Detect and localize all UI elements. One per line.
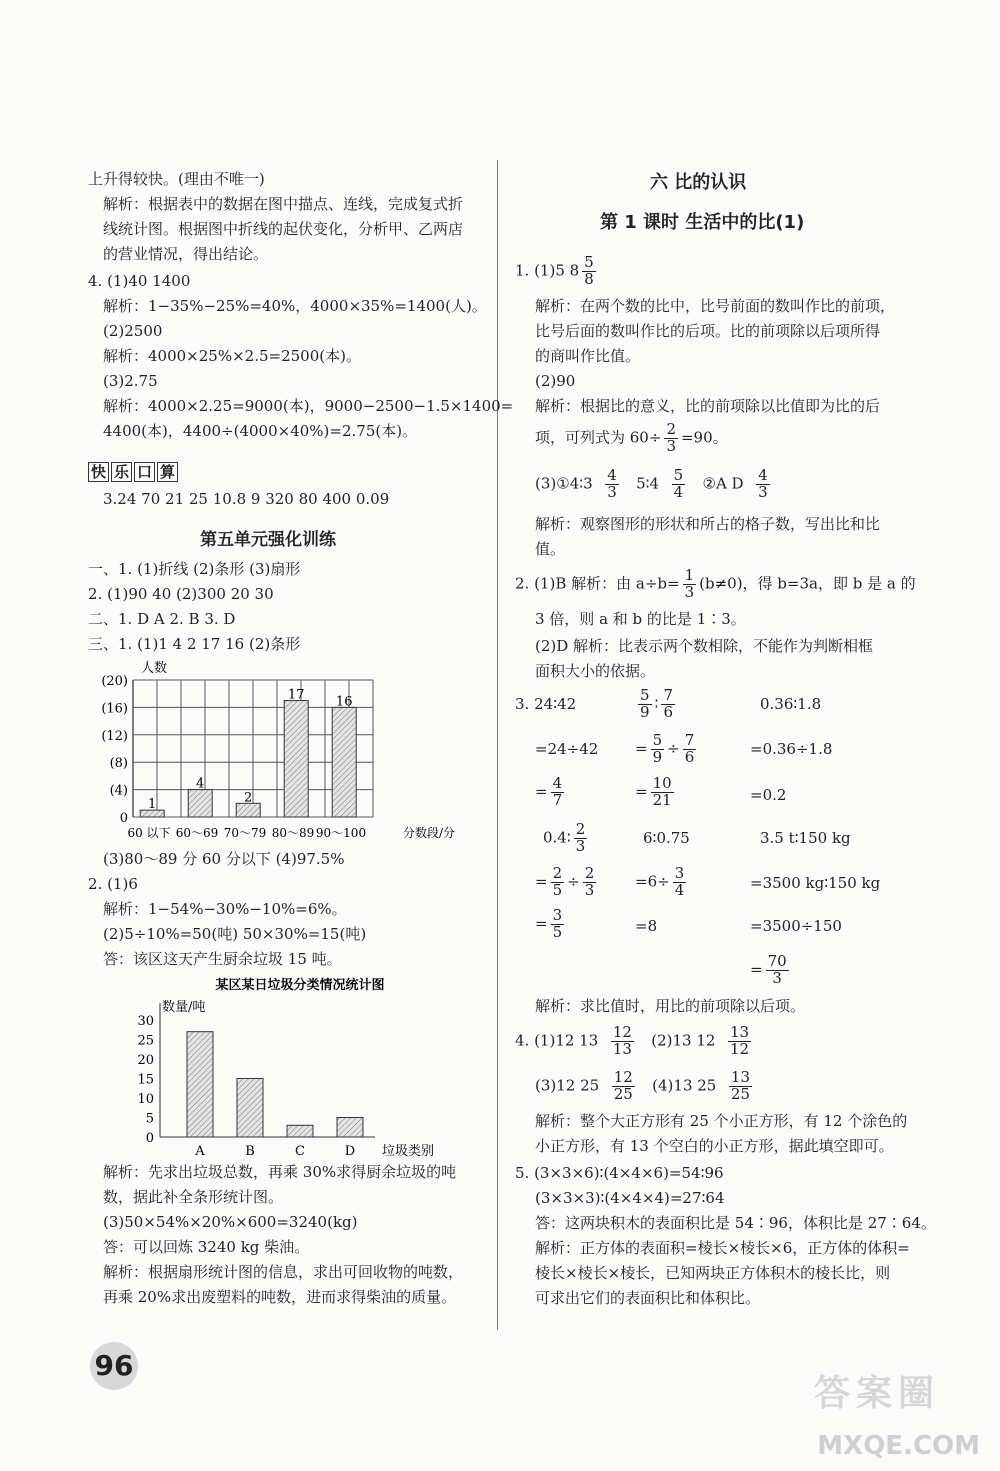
- x-tick-label: A: [195, 1144, 205, 1159]
- bar: [337, 1118, 363, 1138]
- answer-line: 一、1. (1)折线 (2)条形 (3)扇形: [88, 560, 301, 578]
- bar: [284, 701, 308, 817]
- y-tick-label: (8): [109, 756, 128, 772]
- bar: [332, 707, 356, 817]
- answer-line: 4. (1)40 1400: [88, 272, 191, 290]
- answer-line: 三、1. (1)1 4 2 17 16 (2)条形: [88, 635, 301, 653]
- analysis-line: 再乘 20%求出废塑料的吨数，进而求得柴油的质量。: [103, 1288, 457, 1306]
- chapter-title: 六 比的认识: [650, 172, 747, 193]
- y-tick-label: 25: [137, 1033, 154, 1049]
- answer-line: (2)90: [535, 372, 576, 390]
- x-tick-label: 60 以下: [127, 826, 171, 840]
- answer-line: (3)2.75: [103, 372, 158, 390]
- answer-line: 答：这两块积木的表面积比是 54∶96，体积比是 27∶64。: [535, 1214, 936, 1232]
- y-axis-label: 人数: [141, 661, 168, 676]
- analysis-line: 可求出它们的表面积比和体积比。: [535, 1289, 761, 1307]
- analysis-line: 的营业情况，得出结论。: [103, 245, 269, 263]
- analysis-line: 比号后面的数叫作比的后项。比的前项除以后项所得: [535, 322, 881, 340]
- x-tick-label: 90～100: [315, 826, 367, 840]
- y-axis-label: 数量/吨: [162, 1000, 206, 1015]
- y-tick-label: 10: [137, 1092, 154, 1107]
- calc-cell: =0.2: [750, 786, 787, 804]
- lesson-title: 第 1 课时 生活中的比(1): [600, 212, 805, 233]
- column-divider: [497, 160, 498, 1330]
- answer-line: 面积大小的依据。: [535, 662, 656, 680]
- bar: [237, 1079, 263, 1138]
- y-tick-label: 0: [145, 1131, 154, 1146]
- text-line: 上升得较快。(理由不唯一): [88, 170, 265, 188]
- calc-cell: 3.5 t∶150 kg: [760, 829, 851, 847]
- analysis-line: 解析：4000×25%×2.5=2500(本)。: [103, 347, 361, 365]
- answer-line: (3)80～89 分 60 分以下 (4)97.5%: [103, 850, 345, 868]
- calc-cell: =8: [635, 917, 658, 935]
- x-tick-label: D: [344, 1144, 356, 1159]
- page-number: 96: [90, 1342, 138, 1390]
- calc-cell: =3500 kg∶150 kg: [750, 874, 881, 892]
- data-label: 1: [148, 797, 157, 813]
- kuaile-char: 快: [88, 462, 109, 482]
- data-label: 4: [196, 776, 205, 792]
- data-label: 2: [244, 790, 253, 806]
- answer-line: 答：可以回炼 3240 kg 柴油。: [103, 1238, 310, 1256]
- calc-cell: 0.36∶1.8: [760, 695, 822, 713]
- analysis-line: 的商叫作比值。: [535, 347, 641, 365]
- kuaile-char: 乐: [111, 462, 132, 482]
- analysis-line: 小正方形，有 13 个空白的小正方形，据此填空即可。: [535, 1137, 894, 1155]
- answer-line: 5. (3×3×6)∶(4×4×6)=54∶96: [515, 1164, 724, 1182]
- analysis-line: 数，据此补全条形统计图。: [103, 1188, 284, 1206]
- x-tick-label: B: [245, 1144, 255, 1159]
- x-tick-label: 70～79: [223, 826, 267, 840]
- bar: [236, 803, 260, 817]
- calc-cell: =3500÷150: [750, 917, 842, 935]
- analysis-line: 解析：求比值时，用比的前项除以后项。: [535, 997, 806, 1015]
- answer-line: (3×3×3)∶(4×4×4)=27∶64: [535, 1189, 725, 1207]
- x-tick-label: C: [295, 1144, 305, 1159]
- analysis-line: 解析：1−54%−30%−10%=6%。: [103, 900, 347, 918]
- calc-cell: $\frac{5}{9}$ ∶ $\frac{7}{6}$: [640, 686, 673, 721]
- answer-line: (2)5÷10%=50(吨) 50×30%=15(吨): [103, 925, 367, 943]
- answer-line: 2. (1)6: [88, 875, 138, 893]
- calc-cell: = $\frac{3}{5}$: [535, 906, 563, 941]
- x-tick-label: 80～89: [271, 826, 315, 840]
- analysis-line: 项，可列式为 60÷ $\frac{2}{3}$ =90。: [535, 420, 728, 455]
- analysis-line: 解析：先求出垃圾总数，再乘 30%求得厨余垃圾的吨: [103, 1163, 457, 1181]
- x-axis-label: 垃圾类别: [382, 1144, 435, 1159]
- fraction: $\frac{5}{8}$: [584, 253, 594, 288]
- calc-cell: = $\frac{10}{21}$: [635, 774, 672, 809]
- bar: [187, 1032, 213, 1137]
- y-tick-label: 30: [137, 1014, 154, 1029]
- score-bar-chart: [95, 660, 485, 845]
- analysis-line: 值。: [535, 540, 566, 558]
- answer-line: 二、1. D A 2. B 3. D: [88, 610, 236, 628]
- answer-line: (2)2500: [103, 322, 163, 340]
- x-tick-label: 60～69: [175, 826, 219, 840]
- analysis-line: 解析：4000×2.25=9000(本)，9000−2500−1.5×1400=: [103, 397, 514, 415]
- kuaile-char: 算: [157, 462, 178, 482]
- answer-line: 3 倍，则 a 和 b 的比是 1∶3。: [535, 610, 746, 628]
- calc-cell: = $\frac{2}{5}$ ÷ $\frac{2}{3}$: [535, 864, 595, 899]
- kuaile-char: 口: [134, 462, 155, 482]
- calc-cell: = $\frac{4}{7}$: [535, 774, 563, 809]
- analysis-line: 解析：1−35%−25%=40%，4000×35%=1400(人)。: [103, 297, 487, 315]
- analysis-line: 4400(本)，4400÷(4000×40%)=2.75(本)。: [103, 422, 418, 440]
- calc-cell: =0.36÷1.8: [750, 740, 833, 758]
- analysis-line: 解析：根据表中的数据在图中描点、连线，完成复式折: [103, 195, 464, 213]
- bar: [188, 790, 212, 817]
- analysis-line: 解析：观察图形的形状和所占的格子数，写出比和比: [535, 515, 881, 533]
- y-tick-label: 20: [137, 1053, 154, 1068]
- analysis-line: 解析：在两个数的比中，比号前面的数叫作比的前项，: [535, 297, 896, 315]
- watermark: MXQE.COM: [817, 1431, 980, 1461]
- x-axis-label: 分数段/分: [403, 826, 456, 840]
- answer-line: 1. (1)5 8 $\frac{5}{8}$: [515, 253, 594, 288]
- section-title: 第五单元强化训练: [200, 530, 336, 550]
- chart-title: 某区某日垃圾分类情况统计图: [215, 978, 385, 993]
- calc-cell: 0.4∶ $\frac{2}{3}$: [543, 820, 586, 855]
- y-tick-label: (20): [101, 674, 128, 689]
- analysis-line: 线统计图。根据图中折线的起伏变化，分析甲、乙两店: [103, 220, 464, 238]
- y-tick-label: 5: [145, 1111, 154, 1127]
- answer-line: 答：该区这天产生厨余垃圾 15 吨。: [103, 950, 342, 968]
- analysis-line: 棱长×棱长×棱长，已知两块正方体积木的棱长比，则: [535, 1264, 891, 1282]
- y-tick-label: (4): [109, 783, 128, 799]
- answer-line: (3)①4∶3 $\frac{4}{3}$ 5∶4 $\frac{5}{4}$ ②A D $\frac{4}{3}$: [535, 466, 768, 501]
- y-tick-label: 15: [137, 1072, 154, 1088]
- analysis-line: 解析：根据扇形统计图的信息，求出可回收物的吨数，: [103, 1263, 464, 1281]
- calc-cell: =6÷ $\frac{3}{4}$: [635, 864, 685, 899]
- answer-line: 2. (1)B 解析：由 a÷b= $\frac{1}{3}$ (b≠0)，得 b=3a，即 b 是 a 的: [515, 566, 916, 601]
- bar: [287, 1125, 313, 1137]
- watermark-logo: 答案圈: [813, 1372, 940, 1414]
- calc-cell: = $\frac{5}{9}$ ÷ $\frac{7}{6}$: [635, 731, 695, 766]
- kousuan-answers: 3.24 70 21 25 10.8 9 320 80 400 0.09: [103, 490, 390, 508]
- answer-line: (3)12 25 $\frac{12}{25}$ (4)13 25 $\frac{13}{25}$: [535, 1068, 750, 1103]
- y-tick-label: 0: [119, 811, 128, 826]
- calc-cell: 3. 24∶42: [515, 695, 577, 713]
- analysis-line: 解析：整个大正方形有 25 个小正方形，有 12 个涂色的: [535, 1112, 908, 1130]
- answer-line: (3)50×54%×20%×600=3240(kg): [103, 1213, 358, 1231]
- garbage-bar-chart: [120, 975, 460, 1160]
- data-label: 17: [287, 687, 305, 703]
- answer-line: 2. (1)90 40 (2)300 20 30: [88, 585, 274, 603]
- kuaile-kousuan-label: [88, 462, 180, 482]
- fraction: $\frac{2}{3}$: [666, 420, 676, 455]
- answer-line: (2)D 解析：比表示两个数相除，不能作为判断相框: [535, 637, 874, 655]
- calc-cell: 6∶0.75: [643, 829, 690, 847]
- y-tick-label: (12): [101, 728, 128, 744]
- analysis-line: 解析：根据比的意义，比的前项除以比值即为比的后: [535, 397, 881, 415]
- calc-cell: = $\frac{70}{3}$: [750, 952, 787, 987]
- data-label: 16: [335, 694, 353, 710]
- y-tick-label: (16): [101, 701, 128, 717]
- calc-cell: =24÷42: [535, 740, 599, 758]
- answer-line: 4. (1)12 13 $\frac{12}{13}$ (2)13 12 $\frac{13}{12}$: [515, 1023, 750, 1058]
- analysis-line: 解析：正方体的表面积=棱长×棱长×6，正方体的体积=: [535, 1239, 910, 1257]
